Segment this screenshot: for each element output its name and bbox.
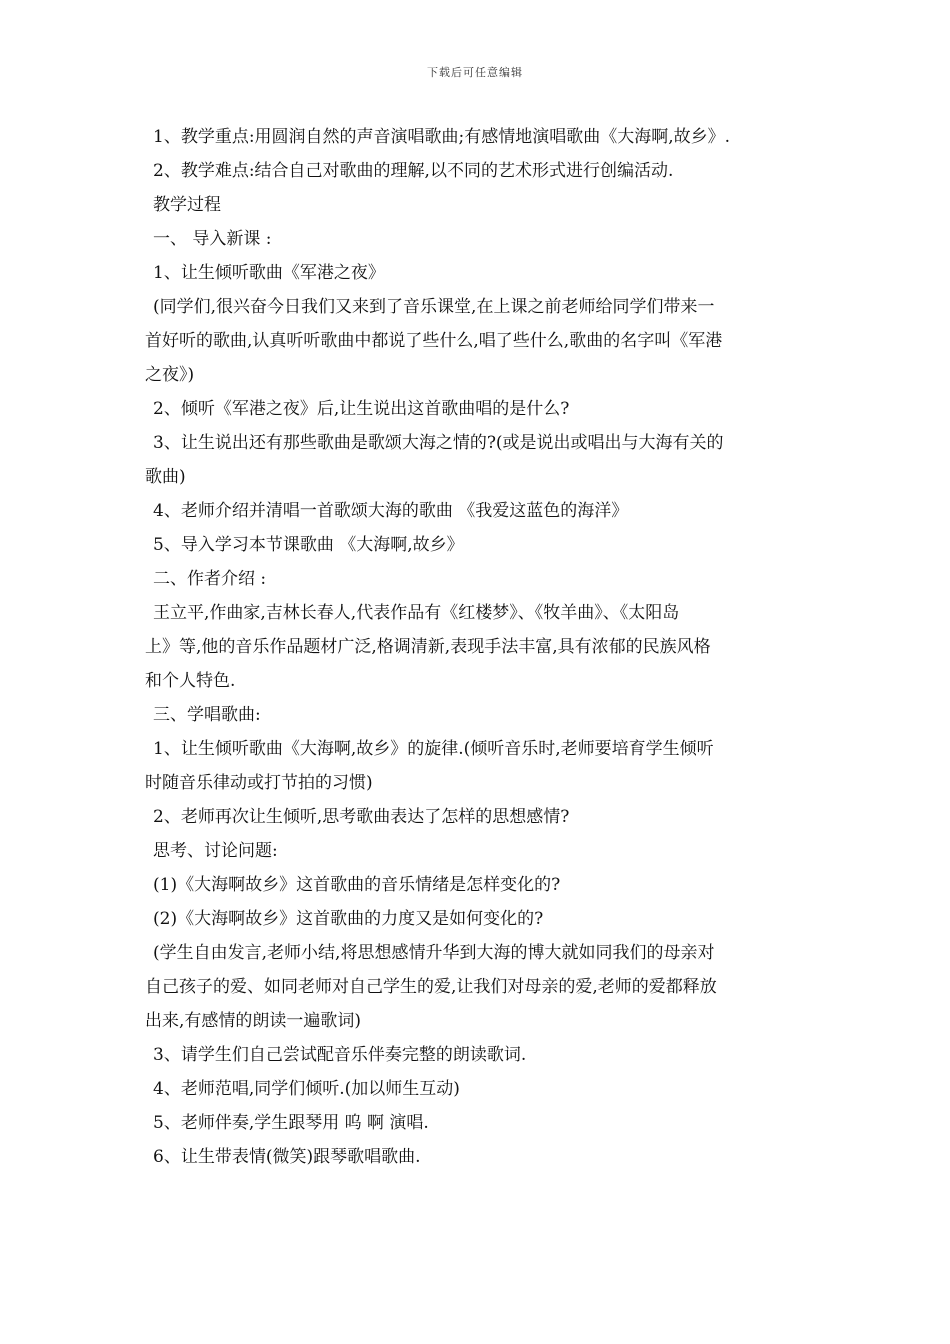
text-line: (2)《大海啊故乡》这首歌曲的力度又是如何变化的?: [153, 909, 544, 929]
text-line: 3、让生说出还有那些歌曲是歌颂大海之情的?(或是说出或唱出与大海有关的: [153, 433, 724, 453]
page-header: 下载后可任意编辑: [427, 66, 523, 79]
text-line: 上》等,他的音乐作品题材广泛,格调清新,表现手法丰富,具有浓郁的民族风格: [145, 637, 711, 657]
text-line: 之夜》): [145, 365, 195, 385]
text-line: 4、老师介绍并清唱一首歌颂大海的歌曲 《我爱这蓝色的海洋》: [153, 501, 629, 521]
text-line: 歌曲): [145, 467, 186, 487]
text-line: 王立平,作曲家,吉林长春人,代表作品有《红楼梦》、《牧羊曲》、《太阳岛: [153, 603, 680, 623]
text-line: 1、让生倾听歌曲《大海啊,故乡》的旋律.(倾听音乐时,老师要培育学生倾听: [153, 739, 714, 759]
text-line: (1)《大海啊故乡》这首歌曲的音乐情绪是怎样变化的?: [153, 875, 561, 895]
text-line: 出来,有感情的朗读一遍歌词): [145, 1011, 362, 1031]
text-line: (学生自由发言,老师小结,将思想感情升华到大海的博大就如同我们的母亲对: [153, 943, 715, 963]
text-line: 1、让生倾听歌曲《军港之夜》: [153, 263, 385, 283]
text-line: (同学们,很兴奋今日我们又来到了音乐课堂,在上课之前老师给同学们带来一: [153, 297, 715, 317]
text-line: 首好听的歌曲,认真听听歌曲中都说了些什么,唱了些什么,歌曲的名字叫《军港: [145, 331, 723, 351]
text-line: 思考、讨论问题:: [153, 841, 278, 861]
text-line: 5、老师伴奏,学生跟琴用 呜 啊 演唱.: [153, 1113, 429, 1133]
text-line: 1、教学重点:用圆润自然的声音演唱歌曲;有感情地演唱歌曲《大海啊,故乡》.: [153, 127, 731, 147]
document-body: [145, 120, 810, 1174]
text-line: 4、老师范唱,同学们倾听.(加以师生互动): [153, 1079, 460, 1099]
text-line: 三、学唱歌曲:: [153, 705, 261, 725]
text-line: 6、让生带表情(微笑)跟琴歌唱歌曲.: [153, 1147, 421, 1167]
text-line: 时随音乐律动或打节拍的习惯): [145, 773, 373, 793]
text-line: 5、导入学习本节课歌曲 《大海啊,故乡》: [153, 535, 464, 555]
text-line: 2、教学难点:结合自己对歌曲的理解,以不同的艺术形式进行创编活动.: [153, 161, 674, 181]
text-line: 3、请学生们自己尝试配音乐伴奏完整的朗读歌词.: [153, 1045, 527, 1065]
text-line: 2、倾听《军港之夜》后,让生说出这首歌曲唱的是什么?: [153, 399, 570, 419]
text-line: 一、 导入新课 :: [153, 229, 272, 249]
text-line: 和个人特色.: [145, 671, 236, 691]
text-line: 2、老师再次让生倾听,思考歌曲表达了怎样的思想感情?: [153, 807, 570, 827]
text-line: 二、作者介绍 :: [153, 569, 267, 589]
text-line: 自己孩子的爱、如同老师对自己学生的爱,让我们对母亲的爱,老师的爱都释放: [145, 977, 717, 997]
text-line: 教学过程: [153, 195, 221, 215]
